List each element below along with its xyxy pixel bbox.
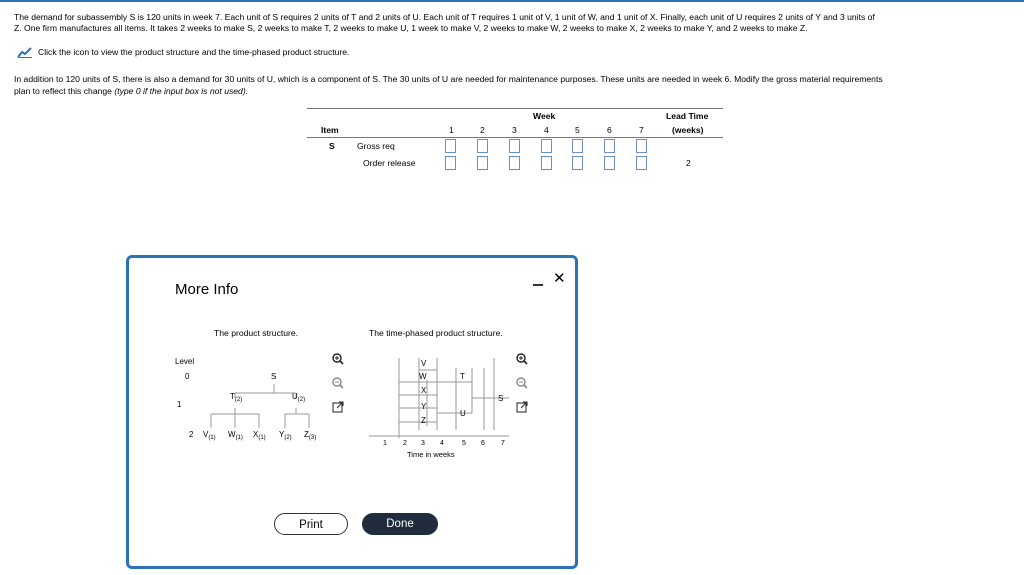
close-icon[interactable]: ✕ xyxy=(553,270,566,287)
tp-axis-2: 2 xyxy=(403,440,407,447)
dialog-title: More Info xyxy=(175,281,239,298)
tree-node-v-qty: (1) xyxy=(208,435,216,441)
problem-text-line-1: The demand for subassembly S is 120 units in week 7. Each unit of S requires 2 units of T and 2 units of U. Each unit of T requires 1 unit of V, 1 unit of W, and 1 unit of X. Finally, each unit of U requires 2 units of Y and 3 units of xyxy=(14,12,875,22)
item-s-label: S xyxy=(329,141,335,151)
tree-node-x-label: X xyxy=(253,430,259,439)
hint-text: Click the icon to view the product structure and the time-phased product structure. xyxy=(38,47,350,57)
more-info-dialog xyxy=(126,255,578,569)
tp-label-x: X xyxy=(421,386,427,395)
zoom-out-icon[interactable] xyxy=(516,377,528,389)
level-label: Level xyxy=(175,357,195,366)
table-header-border xyxy=(307,137,723,138)
product-structure-caption: The product structure. xyxy=(214,328,299,338)
mrp-table xyxy=(307,108,723,174)
time-phased-caption: The time-phased product structure. xyxy=(369,328,503,338)
week-4-label: 4 xyxy=(544,125,549,135)
gross-req-week-7-input[interactable] xyxy=(636,139,647,153)
tp-axis-5: 5 xyxy=(462,440,466,447)
order-release-week-6-input[interactable] xyxy=(604,156,615,170)
time-phased-lines xyxy=(129,258,549,478)
tp-label-z: Z xyxy=(421,416,426,425)
tp-label-s: S xyxy=(498,394,504,403)
tp-label-w: W xyxy=(419,372,427,381)
open-external-icon[interactable] xyxy=(516,401,528,413)
top-accent-line xyxy=(0,0,1024,2)
gross-req-week-2-input[interactable] xyxy=(477,139,488,153)
tp-label-v: V xyxy=(421,359,427,368)
tp-axis-4: 4 xyxy=(440,440,444,447)
tree-node-u-qty: (2) xyxy=(297,397,306,403)
order-release-week-2-input[interactable] xyxy=(477,156,488,170)
week-1-label: 1 xyxy=(449,125,454,135)
tp-axis-1: 1 xyxy=(383,440,387,447)
tree-node-z-qty: (3) xyxy=(308,435,317,441)
zoom-in-icon[interactable] xyxy=(516,353,528,365)
tree-node-w-label: W xyxy=(228,430,236,439)
tp-axis-3: 3 xyxy=(421,440,425,447)
lead-time-weeks-header: (weeks) xyxy=(672,125,704,135)
tree-node-y-qty: (2) xyxy=(284,435,292,441)
gross-req-label: Gross req xyxy=(357,141,395,151)
tree-node-u-label: U xyxy=(292,392,298,401)
tp-xlabel: Time in weeks xyxy=(407,450,455,459)
tree-node-t-label: T xyxy=(230,392,235,401)
gross-req-week-1-input[interactable] xyxy=(445,139,456,153)
tp-label-t: T xyxy=(460,372,465,381)
tp-axis-6: 6 xyxy=(481,440,485,447)
product-structure-hint[interactable] xyxy=(17,46,349,58)
tree-node-t-qty: (2) xyxy=(234,397,243,403)
order-release-week-4-input[interactable] xyxy=(541,156,552,170)
week-3-label: 3 xyxy=(512,125,517,135)
gross-req-week-5-input[interactable] xyxy=(572,139,583,153)
gross-req-week-6-input[interactable] xyxy=(604,139,615,153)
order-release-week-3-input[interactable] xyxy=(509,156,520,170)
week-6-label: 6 xyxy=(607,125,612,135)
done-button[interactable]: Done xyxy=(362,513,438,535)
tree-node-w-qty: (1) xyxy=(235,435,243,441)
tp-label-u: U xyxy=(460,409,466,418)
tree-node-z-label: Z xyxy=(304,430,309,439)
level-0: 0 xyxy=(185,372,190,381)
print-button[interactable]: Print xyxy=(274,513,348,535)
tree-node-x-qty: (1) xyxy=(258,435,266,441)
gross-req-week-4-input[interactable] xyxy=(541,139,552,153)
tp-label-y: Y xyxy=(421,402,427,411)
lead-time-header: Lead Time xyxy=(666,111,709,121)
order-release-week-7-input[interactable] xyxy=(636,156,647,170)
order-release-week-1-input[interactable] xyxy=(445,156,456,170)
week-7-label: 7 xyxy=(639,125,644,135)
week-header: Week xyxy=(533,111,556,121)
chart-line-icon[interactable] xyxy=(17,46,33,58)
problem-text-line-2: Z. One firm manufactures all items. It takes 2 weeks to make S, 2 weeks to make T, 2 weeks to make U, 1 week to make V, 2 weeks to make W, 2 weeks to make X, 2 weeks to make Y, and 2 weeks to make Z. xyxy=(14,23,808,33)
order-release-label: Order release xyxy=(363,158,416,168)
week-2-label: 2 xyxy=(480,125,485,135)
tree-node-v-label: V xyxy=(203,430,209,439)
item-header: Item xyxy=(321,125,339,135)
instruction-italic: (type 0 if the input box is not used). xyxy=(114,86,249,96)
tree-node-s: S xyxy=(271,372,277,381)
gross-req-week-3-input[interactable] xyxy=(509,139,520,153)
problem-text-line-4 xyxy=(14,86,248,98)
problem-text-line-3: In addition to 120 units of S, there is also a demand for 30 units of U, which is a component of S. The 30 units of U are needed for maintenance purposes. These units are needed in week 6. Modify the gross material requirements xyxy=(14,74,883,84)
lead-time-value: 2 xyxy=(686,158,691,168)
tree-node-y-label: Y xyxy=(279,430,285,439)
order-release-week-5-input[interactable] xyxy=(572,156,583,170)
week-5-label: 5 xyxy=(575,125,580,135)
level-2: 2 xyxy=(189,430,194,439)
tp-axis-7: 7 xyxy=(501,440,505,447)
table-top-border xyxy=(307,108,723,109)
instruction-text: plan to reflect this change xyxy=(14,86,115,96)
level-1: 1 xyxy=(177,400,182,409)
